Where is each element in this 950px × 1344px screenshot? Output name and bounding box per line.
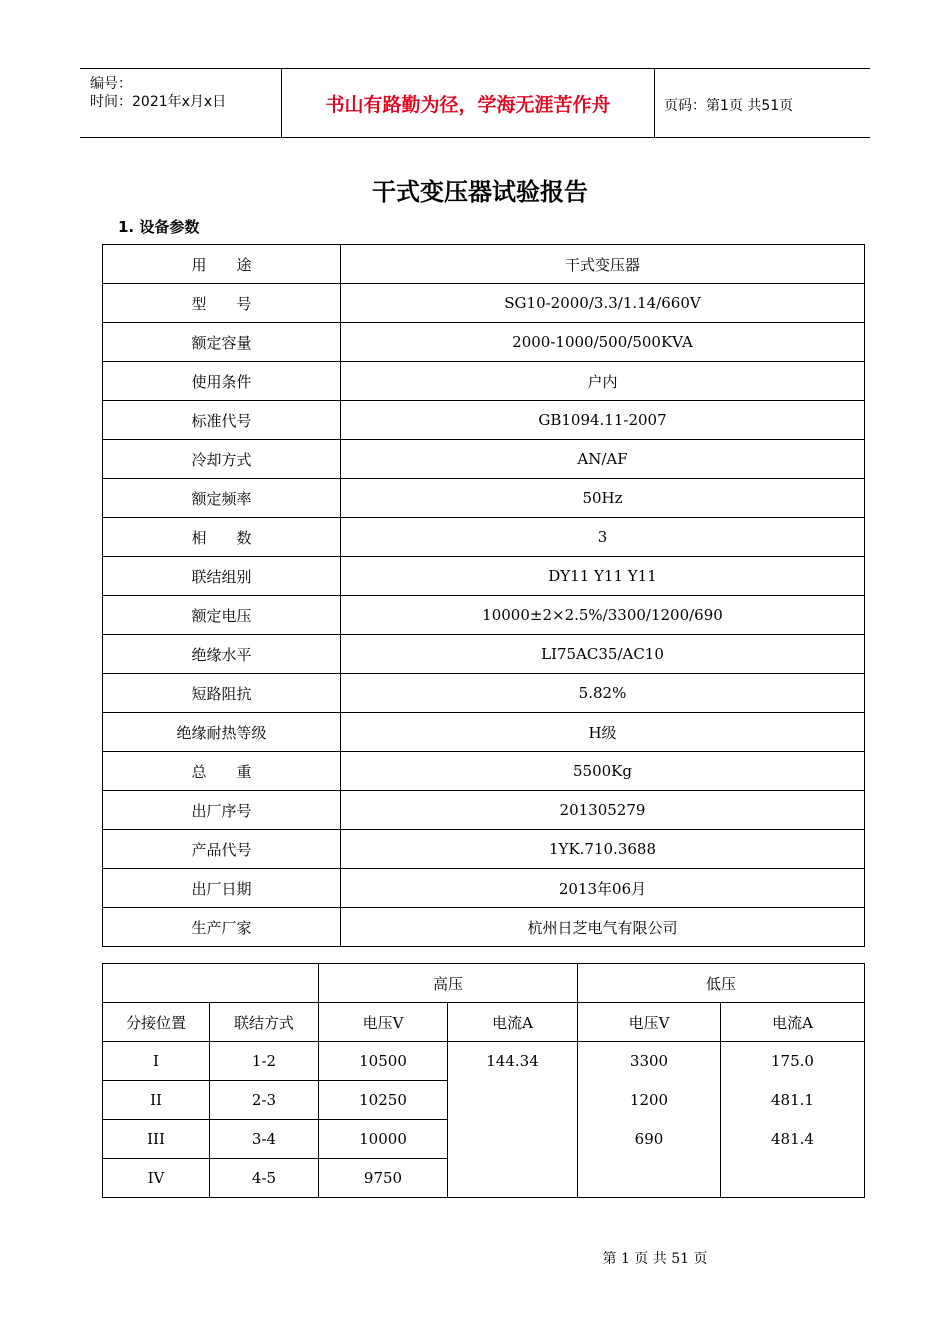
param-value: H级 — [341, 713, 865, 752]
table-row — [103, 1042, 865, 1081]
param-label: 出厂日期 — [103, 869, 341, 908]
table-row — [103, 362, 865, 401]
hv-current-empty — [448, 1081, 578, 1120]
tap-position: III — [103, 1120, 210, 1159]
param-label: 额定电压 — [103, 596, 341, 635]
equipment-params-table — [102, 244, 865, 947]
hv-current-empty — [448, 1159, 578, 1198]
lv-voltage-empty — [578, 1159, 721, 1198]
table-row — [103, 479, 865, 518]
table-row — [103, 557, 865, 596]
param-label: 用 途 — [103, 245, 341, 284]
param-label: 使用条件 — [103, 362, 341, 401]
hv-current: 144.34 — [448, 1042, 578, 1081]
param-value: 5.82% — [341, 674, 865, 713]
param-value: LI75AC35/AC10 — [341, 635, 865, 674]
param-value: 干式变压器 — [341, 245, 865, 284]
tap-connection: 1-2 — [210, 1042, 319, 1081]
param-label: 绝缘耐热等级 — [103, 713, 341, 752]
table-row — [103, 908, 865, 947]
param-value: SG10-2000/3.3/1.14/660V — [341, 284, 865, 323]
table-row — [103, 830, 865, 869]
tap-connection: 2-3 — [210, 1081, 319, 1120]
header-meta — [80, 69, 280, 137]
header-motto: 书山有路勤为径，学海无涯苦作舟 — [281, 69, 655, 137]
param-label: 标准代号 — [103, 401, 341, 440]
table-row — [103, 674, 865, 713]
param-value: GB1094.11-2007 — [341, 401, 865, 440]
low-voltage-header: 低压 — [578, 964, 865, 1003]
table-row — [103, 323, 865, 362]
param-value: 2013年06月 — [341, 869, 865, 908]
table-row — [103, 869, 865, 908]
table-row — [103, 1159, 865, 1198]
table-row — [103, 245, 865, 284]
table-row — [103, 1081, 865, 1120]
tap-column-header-row — [103, 1003, 865, 1042]
param-value: 1YK.710.3688 — [341, 830, 865, 869]
hv-voltage: 10000 — [319, 1120, 448, 1159]
lv-voltage: 1200 — [578, 1081, 721, 1120]
tap-position: II — [103, 1081, 210, 1120]
table-row — [103, 440, 865, 479]
param-value: AN/AF — [341, 440, 865, 479]
param-label: 联结组别 — [103, 557, 341, 596]
param-label: 型 号 — [103, 284, 341, 323]
param-value: 10000±2×2.5%/3300/1200/690 — [341, 596, 865, 635]
param-value: 50Hz — [341, 479, 865, 518]
col-header-lv-current: 电流A — [721, 1003, 865, 1042]
col-header-lv-voltage: 电压V — [578, 1003, 721, 1042]
lv-voltage: 690 — [578, 1120, 721, 1159]
param-value: 201305279 — [341, 791, 865, 830]
lv-voltage: 3300 — [578, 1042, 721, 1081]
tap-connection: 4-5 — [210, 1159, 319, 1198]
param-value: 户内 — [341, 362, 865, 401]
tap-group-empty — [103, 964, 319, 1003]
table-row — [103, 401, 865, 440]
document-header — [80, 68, 870, 138]
lv-current-empty — [721, 1159, 865, 1198]
number-label: 编号： — [90, 76, 132, 92]
param-label: 绝缘水平 — [103, 635, 341, 674]
table-row — [103, 596, 865, 635]
hv-voltage: 10250 — [319, 1081, 448, 1120]
col-header-hv-voltage: 电压V — [319, 1003, 448, 1042]
hv-voltage: 9750 — [319, 1159, 448, 1198]
param-label: 冷却方式 — [103, 440, 341, 479]
tap-position: IV — [103, 1159, 210, 1198]
table-row — [103, 518, 865, 557]
table-row — [103, 284, 865, 323]
param-value: DY11 Y11 Y11 — [341, 557, 865, 596]
col-header-tap-position: 分接位置 — [103, 1003, 210, 1042]
param-value: 2000-1000/500/500KVA — [341, 323, 865, 362]
param-value: 3 — [341, 518, 865, 557]
tap-group-header-row — [103, 964, 865, 1003]
hv-current-empty — [448, 1120, 578, 1159]
param-label: 额定频率 — [103, 479, 341, 518]
lv-current: 175.0 — [721, 1042, 865, 1081]
section-heading: 1. 设备参数 — [118, 218, 200, 236]
param-label: 短路阻抗 — [103, 674, 341, 713]
lv-current: 481.1 — [721, 1081, 865, 1120]
param-label: 产品代号 — [103, 830, 341, 869]
table-row — [103, 635, 865, 674]
header-page-info: 页码：第1页 共51页 — [664, 98, 794, 114]
param-label: 总 重 — [103, 752, 341, 791]
table-row — [103, 752, 865, 791]
tap-table — [102, 963, 865, 1198]
tap-position: I — [103, 1042, 210, 1081]
col-header-connection: 联结方式 — [210, 1003, 319, 1042]
page-footer: 第 1 页 共 51 页 — [602, 1251, 708, 1267]
param-value: 5500Kg — [341, 752, 865, 791]
page-title: 干式变压器试验报告 — [372, 178, 588, 206]
hv-voltage: 10500 — [319, 1042, 448, 1081]
table-row — [103, 1120, 865, 1159]
lv-current: 481.4 — [721, 1120, 865, 1159]
param-label: 生产厂家 — [103, 908, 341, 947]
table-row — [103, 791, 865, 830]
param-label: 相 数 — [103, 518, 341, 557]
col-header-hv-current: 电流A — [448, 1003, 578, 1042]
param-value: 杭州日芝电气有限公司 — [341, 908, 865, 947]
table-row — [103, 713, 865, 752]
param-label: 额定容量 — [103, 323, 341, 362]
param-label: 出厂序号 — [103, 791, 341, 830]
time-label: 时间：2021年x月x日 — [90, 94, 227, 110]
high-voltage-header: 高压 — [319, 964, 578, 1003]
tap-connection: 3-4 — [210, 1120, 319, 1159]
